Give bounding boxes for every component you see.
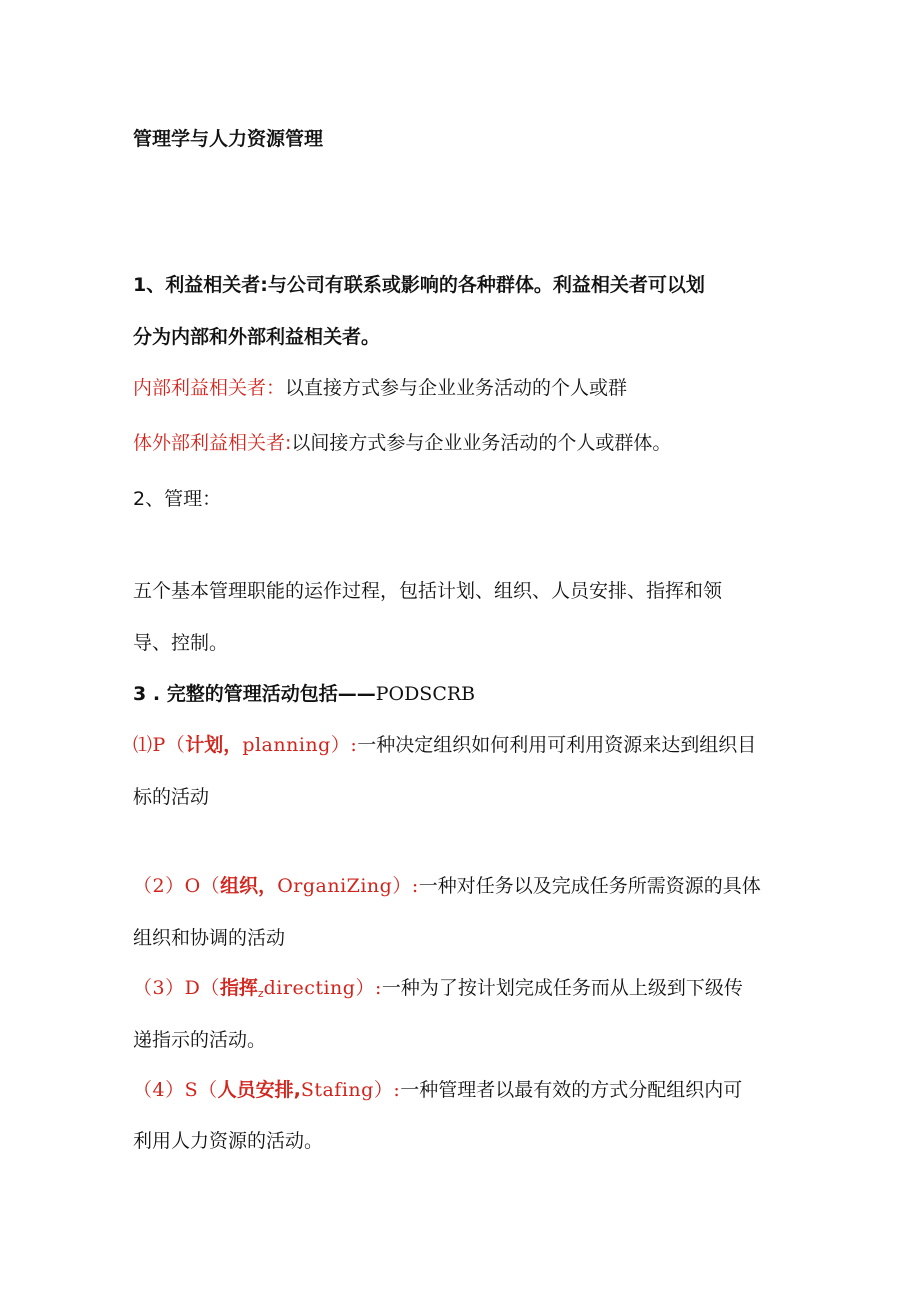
directing-label-cn: 指挥 bbox=[219, 977, 258, 999]
directing-line bbox=[133, 975, 743, 1007]
section-3-heading-text: 完整的管理活动包括—— bbox=[166, 683, 376, 705]
external-stakeholder-line bbox=[133, 430, 671, 456]
planning-text: 一种决定组织如何利用可利用资源来达到组织目 bbox=[357, 734, 757, 756]
organizing-label-en: OrganiZing）: bbox=[277, 875, 419, 897]
staffing-text: 一种管理者以最有效的方式分配组织内可 bbox=[400, 1079, 743, 1101]
staffing-line bbox=[133, 1077, 742, 1103]
section-3-number: 3 . bbox=[133, 683, 161, 705]
staffing-line-2: 利用人力资源的活动。 bbox=[133, 1130, 324, 1152]
section-2-line-1: 五个基本管理职能的运作过程，包括计划、组织、人员安排、指挥和领 bbox=[133, 580, 723, 602]
internal-stakeholder-line bbox=[133, 375, 627, 401]
planning-label-cn: 计划， bbox=[185, 734, 243, 756]
section-1-line-2: 分为内部和外部利益相关者。 bbox=[133, 326, 381, 348]
section-2-heading: 2、管理： bbox=[133, 488, 222, 510]
staffing-label-prefix: （4）S（ bbox=[133, 1079, 218, 1101]
organizing-label-prefix: （2）O（ bbox=[133, 875, 221, 897]
directing-text: 一种为了按计划完成任务而从上级到下级传 bbox=[381, 977, 743, 999]
staffing-label-cn: 人员安排, bbox=[217, 1079, 301, 1101]
organizing-text: 一种对任务以及完成任务所需资源的具体 bbox=[418, 875, 761, 897]
section-3-code: PODSCRB bbox=[375, 683, 476, 705]
section-3-heading bbox=[133, 681, 475, 707]
external-stakeholder-label: 体外部利益相关者: bbox=[133, 432, 292, 454]
planning-line-2: 标的活动 bbox=[133, 786, 210, 808]
internal-stakeholder-text: 以直接方式参与企业业务活动的个人或群 bbox=[285, 377, 628, 399]
directing-line-2: 递指示的活动。 bbox=[133, 1029, 267, 1051]
directing-label-prefix: （3）D（ bbox=[133, 977, 220, 999]
organizing-label-cn: 组织， bbox=[220, 875, 278, 897]
directing-label-en: directing）: bbox=[263, 977, 382, 999]
internal-stakeholder-label: 内部利益相关者： bbox=[133, 377, 286, 399]
page-title: 管理学与人力资源管理 bbox=[133, 128, 324, 150]
organizing-line bbox=[133, 873, 761, 899]
planning-label-prefix: ⑴P（ bbox=[133, 734, 186, 756]
external-stakeholder-text: 以间接方式参与企业业务活动的个人或群体。 bbox=[291, 432, 672, 454]
staffing-label-en: Stafing）: bbox=[300, 1079, 401, 1101]
directing-label-sub: z bbox=[257, 987, 264, 1000]
section-1-line-1: 1、利益相关者:与公司有联系或影响的各种群体。利益相关者可以划 bbox=[133, 274, 705, 296]
section-2-line-2: 导、控制。 bbox=[133, 632, 229, 654]
planning-line bbox=[133, 732, 756, 758]
planning-label-en: planning）: bbox=[242, 734, 358, 756]
organizing-line-2: 组织和协调的活动 bbox=[133, 927, 286, 949]
